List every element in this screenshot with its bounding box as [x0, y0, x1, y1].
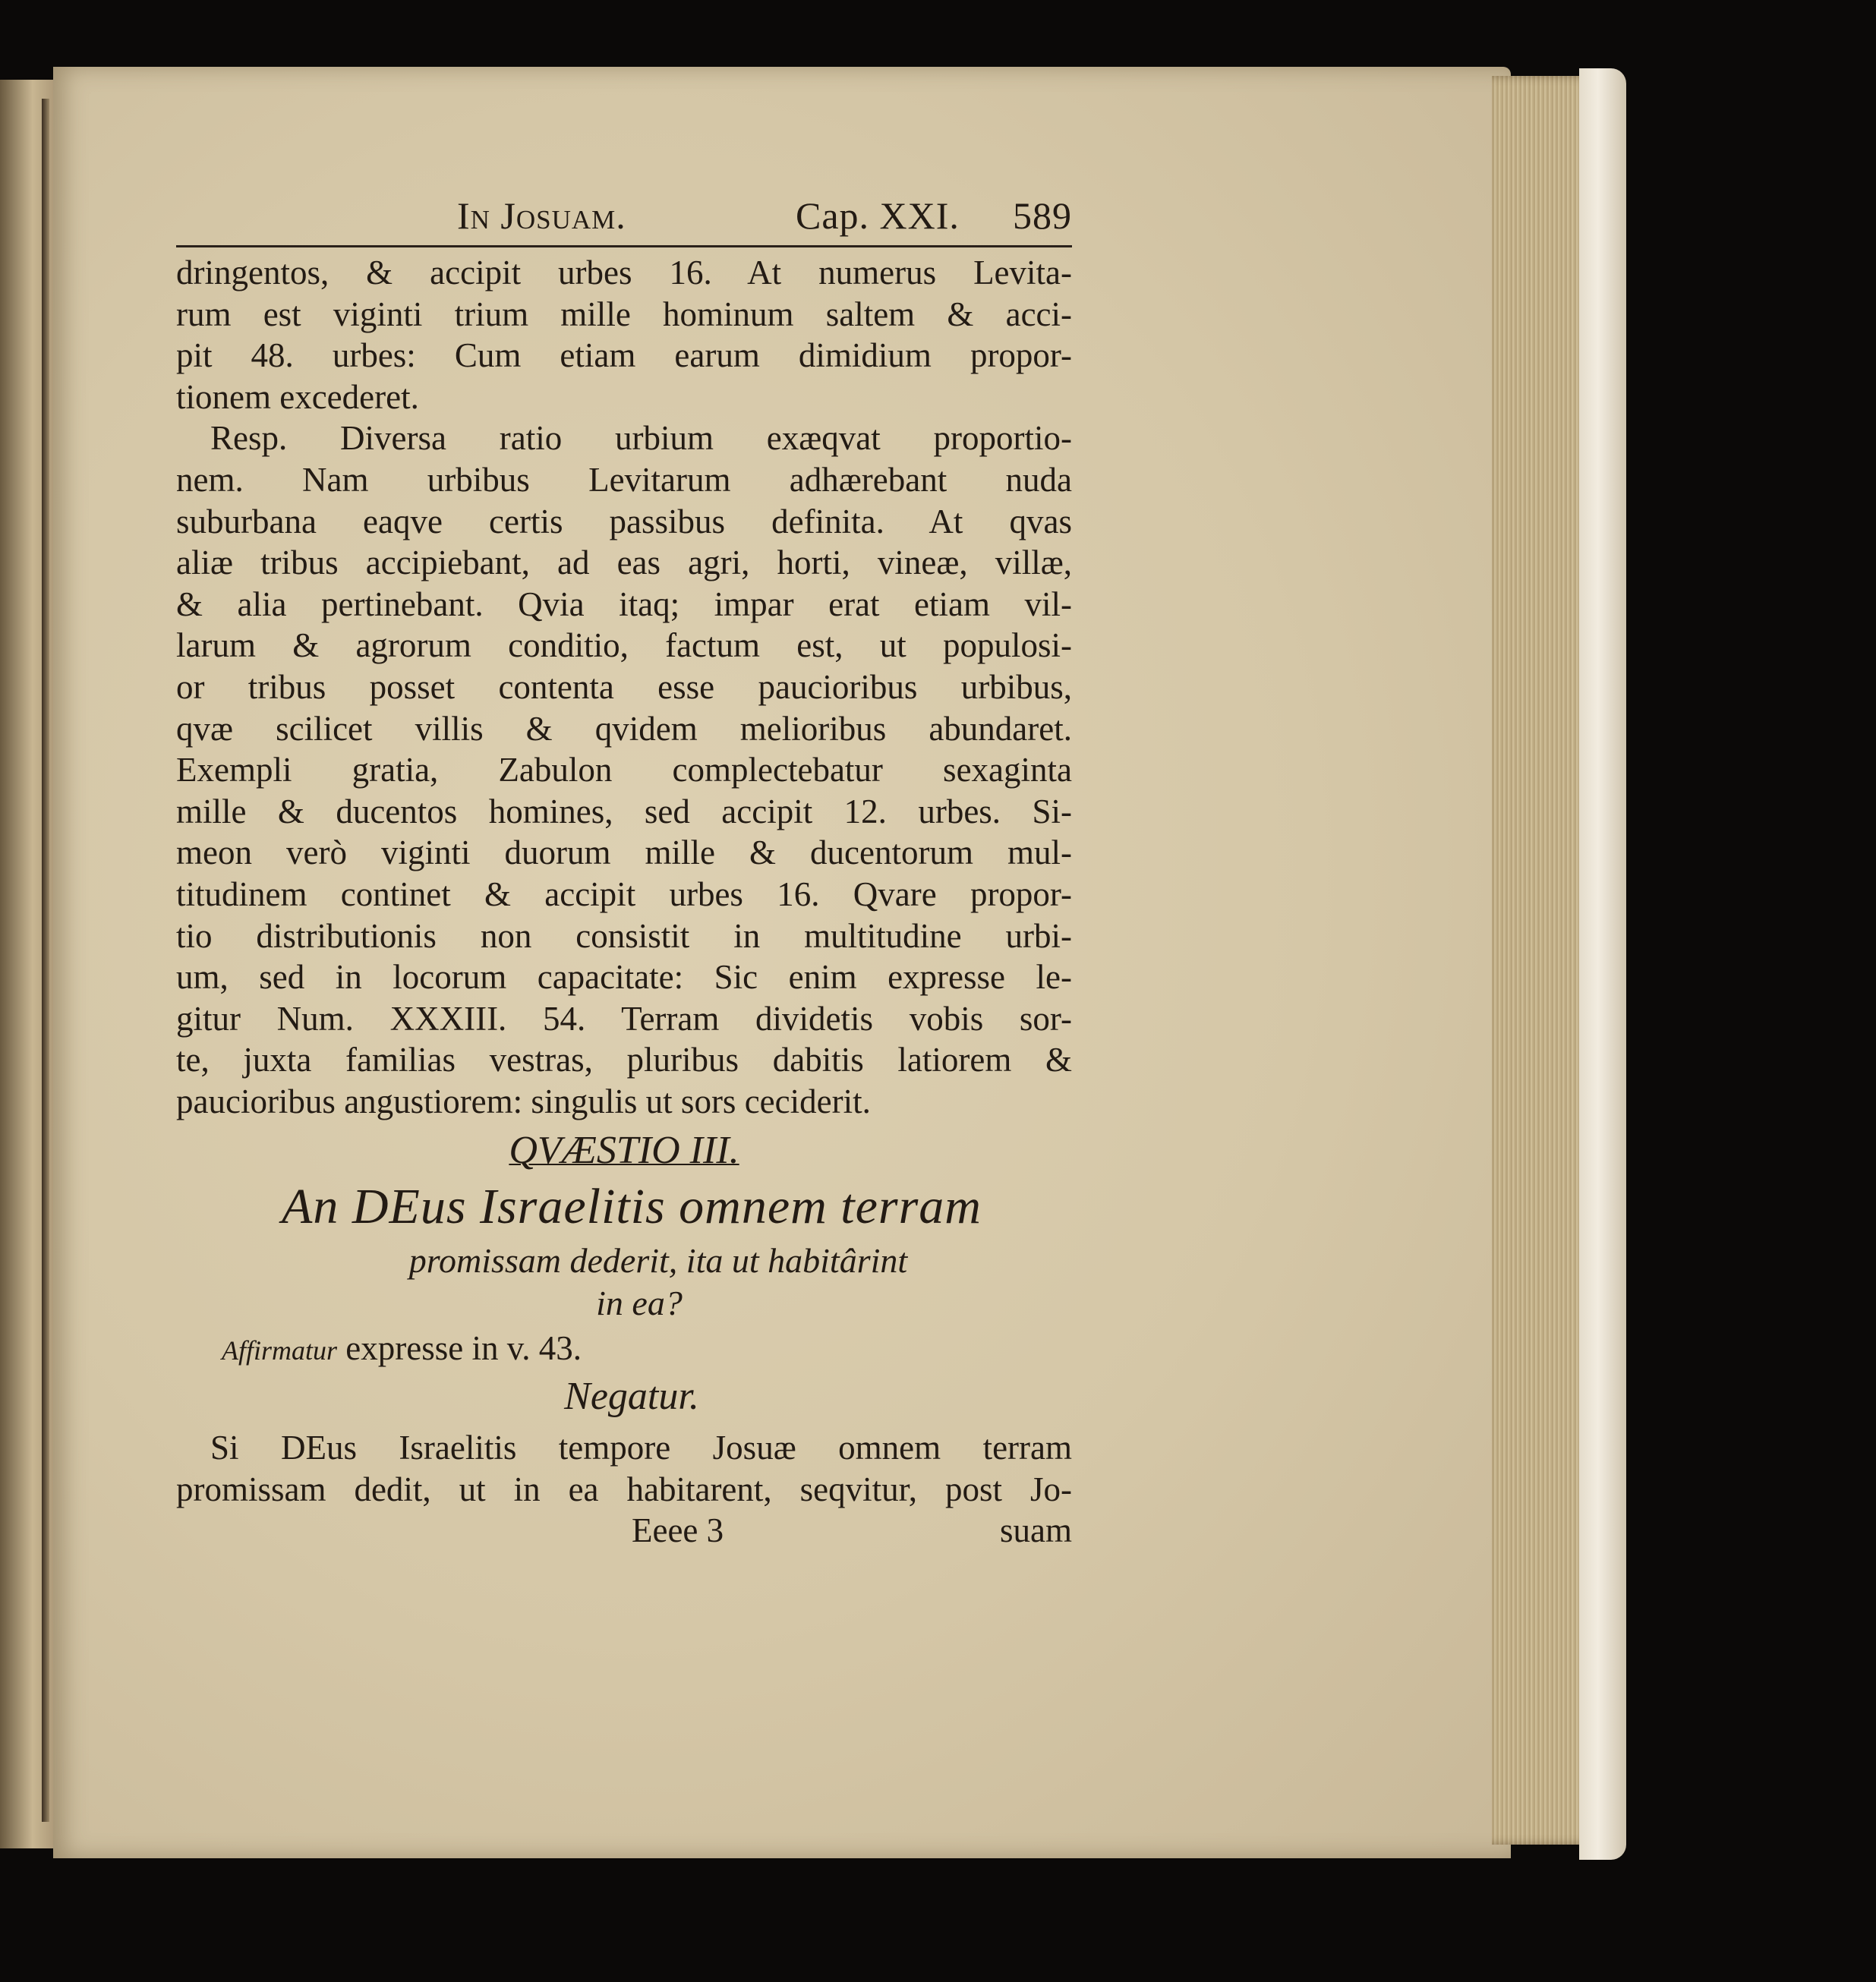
body-line: Exempli gratia, Zabulon complectebatur sexaginta [176, 751, 1072, 789]
body-line: meon verò viginti duorum mille & ducentorum mul- [176, 833, 1072, 872]
affirmatur-label: Affirmatur [222, 1335, 338, 1366]
body-line: nem. Nam urbibus Levitarum adhærebant nuda [176, 460, 1072, 499]
catchword: suam [1000, 1511, 1072, 1549]
text-block [176, 194, 1072, 1552]
body-line: & alia pertinebant. Qvia itaq; impar erat etiam vil- [176, 585, 1072, 623]
facing-page [0, 80, 59, 1848]
signature-mark: Eeee 3 [632, 1511, 724, 1549]
book-cover [1579, 68, 1626, 1860]
question-subheading-end: in ea? [596, 1284, 683, 1323]
body-line: titudinem continet & accipit urbes 16. Qvare propor- [176, 874, 1072, 913]
running-title: In Josuam. [457, 194, 626, 237]
body-line: or tribus posset contenta esse paucioribus urbibus, [176, 667, 1072, 706]
page-number: 589 [1013, 194, 1072, 237]
chapter-label: Cap. XXI. [796, 194, 960, 237]
body-paragraphs [176, 252, 1072, 1122]
page-footer [176, 1511, 1072, 1552]
body-line: mille & ducentos homines, sed accipit 12. urbes. Si- [176, 792, 1072, 830]
affirmatur-text: expresse in v. 43. [345, 1329, 582, 1368]
gutter [42, 99, 49, 1822]
body-line: rum est viginti trium mille hominum saltem & acci- [176, 295, 1072, 333]
question-number: QVÆSTIO III. [509, 1129, 739, 1173]
running-head [176, 194, 1072, 239]
header-rule [176, 245, 1072, 247]
body-line: qvæ scilicet villis & qvidem melioribus abundaret. [176, 709, 1072, 748]
body-line: um, sed in locorum capacitate: Sic enim expresse le- [176, 958, 1072, 997]
body-line: promissam dedit, ut in ea habitarent, seqvitur, post Jo- [176, 1470, 1072, 1509]
body-line: te, juxta familias vestras, pluribus dabitis latiorem & [176, 1041, 1072, 1079]
body-line: paucioribus angustiorem: singulis ut sors ceciderit. [176, 1082, 871, 1120]
body-line: gitur Num. XXXIII. 54. Terram dividetis vobis sor- [176, 999, 1072, 1038]
body-line: larum & agrorum conditio, factum est, ut populosi- [176, 626, 1072, 665]
body-line: dringentos, & accipit urbes 16. At numerus Levita- [176, 254, 1072, 291]
body-line: pit 48. urbes: Cum etiam earum dimidium propor- [176, 336, 1072, 375]
body-line: aliæ tribus accipiebant, ad eas agri, horti, vineæ, villæ, [176, 544, 1072, 582]
body-line: Resp. Diversa ratio urbium exæqvat proportio- [210, 419, 1072, 458]
body-line: tionem excederet. [176, 377, 419, 416]
body-line: tio distributionis non consistit in multitudine urbi- [176, 916, 1072, 955]
question-subheading: promissam dederit, ita ut habitârint [408, 1241, 908, 1281]
body-line: Si DEus Israelitis tempore Josuæ omnem terram [210, 1429, 1072, 1467]
body-line: suburbana eaqve certis passibus definita. At qvas [176, 502, 1072, 540]
negatur-heading: Negatur. [564, 1375, 699, 1419]
affirmatur-line [176, 1328, 1072, 1374]
question-heading: An DEus Israelitis omnem terram [282, 1179, 982, 1235]
